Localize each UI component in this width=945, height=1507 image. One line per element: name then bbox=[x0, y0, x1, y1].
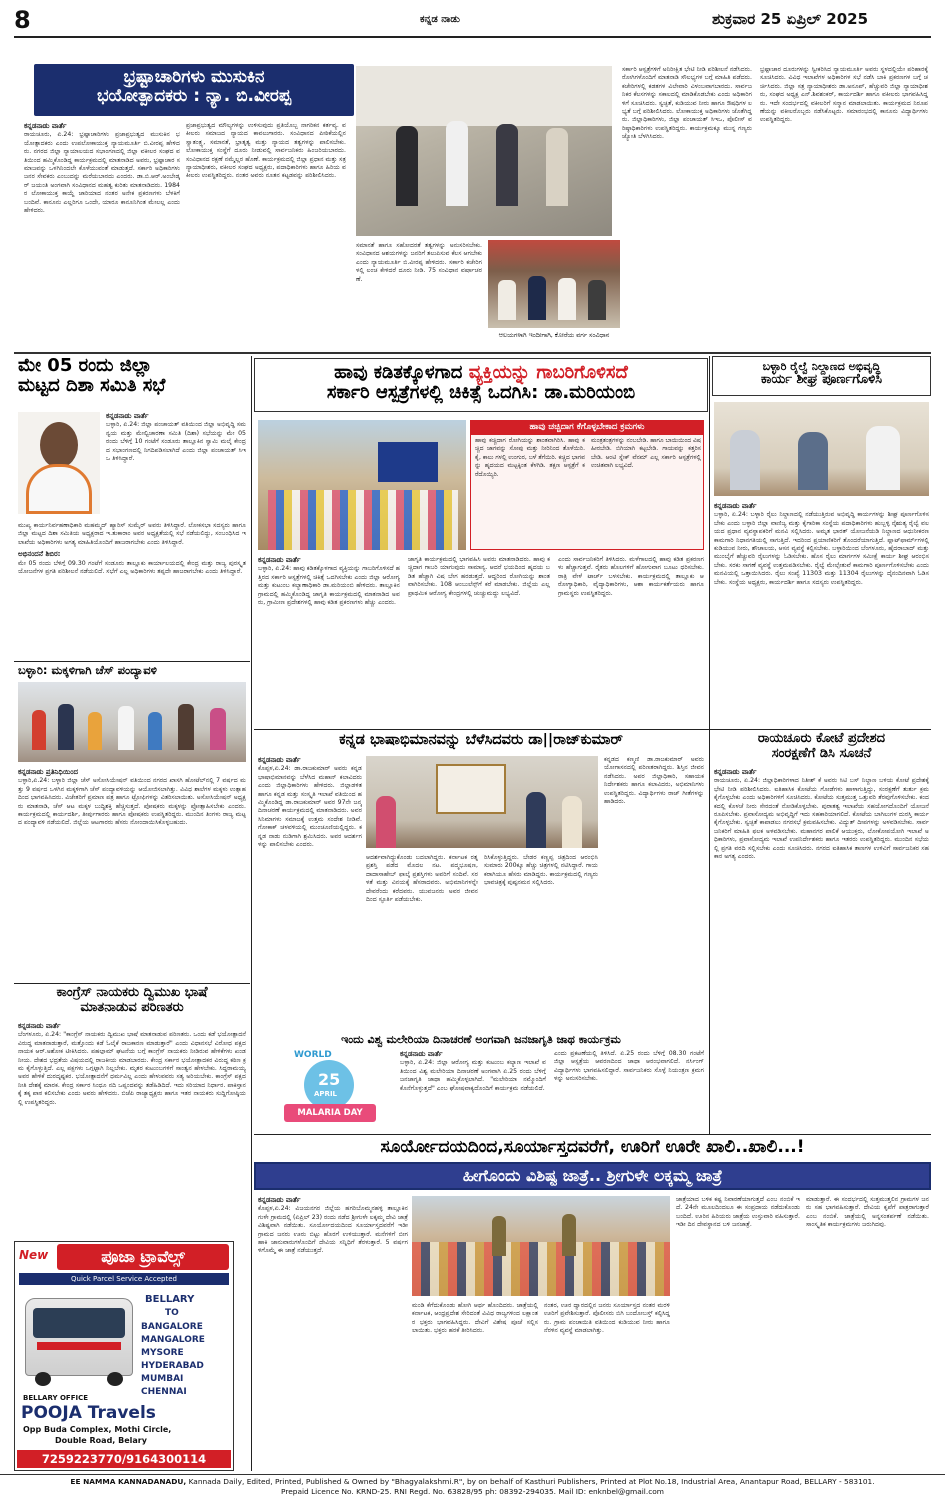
body-text: ಸಮಾನತೆ ಹಾಗೂ ಸಹೋದರತೆ ತತ್ವಗಳನ್ನು ಅನುಸರಿಸಬೇಕು. ಸಂವಿಧಾನದ ಆಶಯಗಳನ್ನು ಜನರಿಗೆ ತಲುಪಿಸುವ ಕೆಲಸ ಆಗಬೇಕು ಎಂದು ನ್ಯಾಯಮೂರ್ತಿ ಬಿ.ವೀರಪ್ಪ ಹೇಳಿದರು. ಸರ್ಕಾರಿ ಕಚೇರಿಗಳಲ್ಲಿ ಲಂಚ ಕೇಳಿದರೆ ದೂರು ನೀಡಿ. 75 ಸಂವಿಧಾನ ವರ್ಷಾಚರಣೆ. bbox=[356, 242, 482, 283]
badge-subtext: APRIL bbox=[314, 1090, 338, 1098]
headline-line1: ರಾಯಚೂರು ಕೋಟೆ ಪ್ರದೇಶದ bbox=[757, 731, 886, 746]
tips-col-1: ಹಾವು ಕಚ್ಚಿದಾಗ ರೋಗಿಯನ್ನು ಶಾಂತವಾಗಿರಿಸಿ. ಹಾವು ಕಚ್ಚಿದ ಜಾಗವನ್ನು ಸೋಪು ಮತ್ತು ನೀರಿನಿಂದ ತೊಳೆಯಿರಿ. ಕೈ, ಕಾಲು ಗಳಲ್ಲಿ ಉಂಗುರ, ಬಳೆ ತೆಗೆಯಿರಿ. ಕಚ್ಚಿದ ಭಾಗವನ್ನು ಹೃದಯದ ಮಟ್ಟಕ್ಕಿಂತ ಕೆಳಗಿಡಿ. ತಕ್ಷಣ ಆಸ್ಪತ್ರೆಗೆ ಕರೆದೊಯ್ಯಿರಿ. bbox=[475, 437, 585, 478]
headline: ಸೂರ್ಯೋದಯದಿಂದ,ಸೂರ್ಯಾಸ್ತದವರೆಗೆ, ಊರಿಗೆ ಊರೇ ಖಾಲಿ..ಖಾಲಿ...! bbox=[380, 1137, 805, 1157]
headline-highlight: ವ್ಯಕ್ತಿಯನ್ನು ಗಾಬರಿಗೊಳಿಸದೆ bbox=[468, 362, 628, 383]
ad-office: BELLARY OFFICE bbox=[23, 1394, 89, 1402]
body-col-2: ಎಂದು ಪ್ರಕಟಣೆಯಲ್ಲಿ ತಿಳಿಸಿದೆ. ಏ.25 ರಂದು ಬೆಳಿಗ್ಗೆ 08.30 ಗಂಟೆಗೆ ಜಿಲ್ಲಾ ಆಸ್ಪತ್ರೆಯ ಆವರಣದಿಂದ ಜಾಥಾ ಆರಂಭವಾಗಲಿದೆ. ನರ್ಸಿಂಗ್ ವಿದ್ಯಾರ್ಥಿಗಳು ಭಾಗವಹಿಸಲಿದ್ದಾರೆ. ಸಾರ್ವಜನಿಕರು ಸೊಳ್ಳೆ ನಿಯಂತ್ರಣ ಕ್ರಮಗಳನ್ನು ಅನುಸರಿಸಬೇಕು. bbox=[554, 1050, 704, 1083]
body-text-block bbox=[714, 768, 929, 1128]
body-text: ಬಳ್ಳಾರಿ, ಏ.24: ಜಿಲ್ಲಾ ಪಂಚಾಯತ್ ವತಿಯಿಂದ ಜಿಲ್ಲಾ ಅಭಿವೃದ್ಧಿ ಸಮನ್ವಯ ಮತ್ತು ಮೇಲ್ವಿಚಾರಣಾ ಸಮಿತಿ (ದಿಶಾ) ಸಭೆಯನ್ನು ಮೇ 05 ರಂದು ಬೆಳಿಗ್ಗೆ 10 ಗಂಟೆಗೆ ಸಂಡೂರು ತಾಲ್ಲೂಕಿನ ಸ್ವಾಮಿ ಮಲೈ ಕೇಂದ್ರದ ಸಭಾಂಗಣದಲ್ಲಿ ನಿಗದಿಪಡಿಸಲಾಗಿದೆ ಎಂದು ಜಿಲ್ಲಾ ಪಂಚಾಯತ್ ಸಿಇಒ ತಿಳಿಸಿದ್ದಾರೆ. bbox=[106, 421, 246, 463]
ad-city-4: HYDERABAD bbox=[141, 1361, 204, 1371]
headline-line1: ಬಳ್ಳಾರಿ ರೈಲ್ವೆ ನಿಲ್ದಾಣದ ಅಭಿವೃದ್ಧಿ bbox=[762, 360, 881, 373]
body-col-1 bbox=[258, 1196, 408, 1468]
imprint-line-1 bbox=[0, 1474, 945, 1487]
ad-to: TO bbox=[165, 1308, 179, 1318]
article-disha-meeting bbox=[14, 356, 250, 662]
headline-line1: ಮೇ 05 ರಂದು ಜಿಲ್ಲಾ bbox=[18, 355, 152, 376]
article-rajkumar bbox=[254, 732, 708, 1032]
body-col-4: ಕನ್ನಡದ ಕಣ್ಮಣಿ ಡಾ.ರಾಜಕುಮಾರ್ ಅವರು ಯೋಗಾಸನದಲ್ಲಿ ಪರಿಣತರಾಗಿದ್ದರು. ಶಿಸ್ತಿನ ಜೀವನ ನಡೆಸಿದರು. ಅಪರ ಜಿಲ್ಲಾಧಿಕಾರಿ, ಸಹಾಯಕ ನಿರ್ದೇಶಕರು ಹಾಗೂ ಕಲಾವಿದರು, ಅಭಿಮಾನಿಗಳು ಉಪಸ್ಥಿತರಿದ್ದರು. ವಿದ್ಯಾರ್ಥಿಗಳು ರಾಜ್ ಗೀತೆಗಳನ್ನು ಹಾಡಿದರು. bbox=[604, 756, 704, 806]
body-text: ಬಳ್ಳಾರಿ,ಏ.24: ಬಳ್ಳಾರಿ ಜಿಲ್ಲಾ ಚೆಸ್ ಅಸೋಸಿಯೇಷನ್ ವತಿಯಿಂದ ನಗರದ ಖಾಸಗಿ ಹೋಟೆಲ್‌ನಲ್ಲಿ 7 ವರ್ಷದ ಮತ್ತು 9 ವರ್ಷದ ಒಳಗಿನ ಮಕ್ಕಳಿಗಾಗಿ ಚೆಸ್ ಪಂದ್ಯಾವಳಿಯನ್ನು ಆಯೋಜಿಸಲಾಗಿತ್ತು. ವಿವಿಧ ಶಾಲೆಗಳ ಮಕ್ಕಳು ಉತ್ಸಾಹದಿಂದ ಭಾಗವಹಿಸಿದರು. ವಿಜೇತರಿಗೆ ಪ್ರಮಾಣ ಪತ್ರ ಹಾಗೂ ಟ್ರೋಫಿಗಳನ್ನು ವಿತರಿಸಲಾಯಿತು. ಅಸೋಸಿಯೇಷನ್ ಅಧ್ಯಕ್ಷರು ಮಾತನಾಡಿ, ಚೆಸ್ ಆಟ ಮಕ್ಕಳ ಬುದ್ಧಿಶಕ್ತಿ ಹೆಚ್ಚಿಸುತ್ತದೆ. ಪೋಷಕರು ಮಕ್ಕಳನ್ನು ಪ್ರೋತ್ಸಾಹಿಸಬೇಕು ಎಂದರು. ಕಾರ್ಯಕ್ರಮದಲ್ಲಿ ಕಾರ್ಯದರ್ಶಿ, ತೀರ್ಪುಗಾರರು ಹಾಗೂ ಪೋಷಕರು ಉಪಸ್ಥಿತರಿದ್ದರು. ಮುಂದಿನ ತಿಂಗಳು ರಾಜ್ಯ ಮಟ್ಟದ ಪಂದ್ಯಾವಳಿ ನಡೆಯಲಿದೆ. ಜಿಲ್ಲೆಯ ಆಟಗಾರರು ಹೆಸರು ನೋಂದಾಯಿಸಿಕೊಳ್ಳಬಹುದು. bbox=[18, 777, 246, 827]
article-raichur-fort bbox=[712, 732, 931, 1132]
row-rule bbox=[14, 661, 250, 662]
headline-line2: ಕಾರ್ಯ ಶೀಘ್ರ ಪೂರ್ಣಗೊಳಿಸಿ bbox=[760, 372, 883, 388]
ad-city-6: CHENNAI bbox=[141, 1387, 187, 1397]
body-col-side bbox=[106, 412, 246, 518]
body-text-block bbox=[18, 768, 246, 982]
imprint-line-2: Prepaid Licence No. KRND-25. RNI Regd. No. 63828/95 ph: 08392-294035. Mail ID: enknbel@gmail.com bbox=[281, 1487, 664, 1496]
body-col-5: ಮಾಡುತ್ತಾರೆ. ಈ ಸಂದರ್ಭದಲ್ಲಿ ಸುತ್ತಮುತ್ತಲಿನ ಗ್ರಾಮಗಳ ಜನರು ಸಹ ಭಾಗವಹಿಸುತ್ತಾರೆ. ದೇವಿಯ ಕೃಪೆಗೆ ಪಾತ್ರರಾಗುತ್ತಾರೆ ಎಂಬ ನಂಬಿಕೆ. ಜಾತ್ರೆಯಲ್ಲಿ ಅನ್ನಸಂತರ್ಪಣೆ ನಡೆಯಿತು. ಸಾಂಸ್ಕೃತಿಕ ಕಾರ್ಯಕ್ರಮಗಳು ಜರುಗಿದವು. bbox=[806, 1196, 929, 1229]
byline: ಕನ್ನಡನಾಡು ವಾರ್ತೆ bbox=[258, 556, 301, 564]
ad-phone: 7259223770/9164300114 bbox=[17, 1450, 231, 1468]
photo-awareness-camp bbox=[258, 420, 466, 550]
photo-mp-portrait bbox=[18, 412, 100, 514]
headline-line1 bbox=[255, 363, 707, 383]
body-text: ಬಳ್ಳಾರಿ, ಏ.24: ಜಿಲ್ಲಾ ಆರೋಗ್ಯ ಮತ್ತು ಕುಟುಂಬ ಕಲ್ಯಾಣ ಇಲಾಖೆ ವತಿಯಿಂದ ವಿಶ್ವ ಮಲೇರಿಯಾ ದಿನಾಚರಣೆ ಅಂಗವಾಗಿ ಏ.25 ರಂದು ಬೆಳಿಗ್ಗೆ ಜನಜಾಗೃತಿ ಜಾಥಾ ಹಮ್ಮಿಕೊಳ್ಳಲಾಗಿದೆ. "ಮಲೇರಿಯಾ ನಮ್ಮೊಂದಿಗೆ ಕೊನೆಗೊಳ್ಳುತ್ತದೆ" ಎಂಬ ಘೋಷವಾಕ್ಯದೊಂದಿಗೆ ಕಾರ್ಯಕ್ರಮ ನಡೆಯಲಿದೆ. bbox=[400, 1059, 546, 1092]
photo-inspection bbox=[356, 66, 612, 236]
badge-number: 25 bbox=[318, 1070, 341, 1089]
subhead-box bbox=[254, 1162, 931, 1190]
body-full bbox=[18, 522, 246, 658]
column-rule bbox=[251, 356, 252, 1471]
byline: ಕನ್ನಡನಾಡು ವಾರ್ತೆ bbox=[24, 122, 67, 130]
divider bbox=[14, 352, 931, 354]
masthead-rule bbox=[14, 36, 931, 38]
masthead bbox=[0, 0, 945, 38]
body-col-2: ಮಂಡಿ ಕೆಗೆದುಕೊಂಡು ಹೋಗಿ ಆರ್ಥ ಹೊಂದಿದರು. ಜಾತ್ರೆಯಲ್ಲಿ ಕರ್ನಾಟಕ, ಆಂಧ್ರಪ್ರದೇಶ ಸೇರಿದಂತೆ ವಿವಿಧ ರಾಜ್ಯಗಳಿಂದ ಲಕ್ಷಾಂತರ ಭಕ್ತರು ಭಾಗವಹಿಸಿದ್ದರು. ದೇವಿಗೆ ವಿಶೇಷ ಪೂಜೆ ಸಲ್ಲಿಸಲಾಯಿತು. ಭಕ್ತರು ಹರಕೆ ತೀರಿಸಿದರು. bbox=[412, 1302, 538, 1335]
body-col-2: ಜಾಗೃತಿ ಕಾರ್ಯಕ್ರಮದಲ್ಲಿ ಭಾಗವಹಿಸಿ ಅವರು ಮಾತನಾಡಿದರು. ಹಾವು ಕಚ್ಚಿದಾಗ ಗಾಬರಿ ಯಾಗುವುದು ಸಾಮಾನ್ಯ. ಆದರೆ ಭಯದಿಂದ ಹೃದಯ ಬಡಿತ ಹೆಚ್ಚಾಗಿ ವಿಷ ಬೇಗ ಹರಡುತ್ತದೆ. ಆದ್ದರಿಂದ ರೋಗಿಯನ್ನು ಶಾಂತವಾಗಿರಿಸಬೇಕು. 108 ಆಂಬುಲೆನ್ಸ್‌ಗೆ ಕರೆ ಮಾಡಬೇಕು. ಜಿಲ್ಲೆಯ ಎಲ್ಲ ಪ್ರಾಥಮಿಕ ಆರೋಗ್ಯ ಕೇಂದ್ರಗಳಲ್ಲಿ ಚುಚ್ಚುಮದ್ದು ಲಭ್ಯವಿದೆ. bbox=[408, 556, 550, 597]
ad-address-2: Double Road, Belary bbox=[55, 1436, 147, 1445]
photo-caption: ಆಲಯಗಳಾಗಿ ಇಂದೀಗಾಗಿ, ಕೋರೆಯ ವರ್ಗ ಸಂವಿಧಾನ bbox=[498, 331, 610, 339]
ad-tagline: Quick Parcel Service Accepted bbox=[19, 1273, 229, 1285]
tips-col-2: ಮಂತ್ರತಂತ್ರಗಳನ್ನು ನಂಬಬೇಡಿ. ಹಾಗೂ ಬಾಯಿಯಿಂದ ವಿಷ ಹೀರಬೇಡಿ. ಬಿಗಿಯಾಗಿ ಕಟ್ಟಬೇಡಿ. ಗಾಯವನ್ನು ಕತ್ತರಿಸಬೇಡಿ. ಆಂಟಿ ಸ್ನೇಕ್ ವೆನಮ್ ಎಲ್ಲ ಸರ್ಕಾರಿ ಆಸ್ಪತ್ರೆಗಳಲ್ಲಿ ಉಚಿತವಾಗಿ ಲಭ್ಯವಿದೆ. bbox=[591, 437, 701, 470]
body-col-1 bbox=[24, 122, 180, 344]
headline-line2: ಸಂರಕ್ಷಣೆಗೆ ಡಿಸಿ ಸೂಚನೆ bbox=[771, 745, 872, 761]
ad-brand-box bbox=[57, 1244, 229, 1270]
byline: ಕನ್ನಡನಾಡು ವಾರ್ತೆ bbox=[258, 756, 301, 764]
headline-part1: ಹಾವು ಕಡಿತಕ್ಕೊಳಗಾದ bbox=[334, 362, 469, 383]
body-col-3 bbox=[356, 242, 482, 346]
body-col-3: ಎಂದು ಸಾರ್ವಜನಿಕರಿಗೆ ತಿಳಿಸಿದರು. ಮಳೆಗಾಲದಲ್ಲಿ ಹಾವು ಕಡಿತ ಪ್ರಕರಣಗಳು ಹೆಚ್ಚಾಗುತ್ತವೆ. ರೈತರು ಹೊಲಗಳಿಗೆ ಹೋಗುವಾಗ ಬೂಟು ಧರಿಸಬೇಕು. ರಾತ್ರಿ ವೇಳೆ ಟಾರ್ಚ್ ಬಳಸಬೇಕು. ಕಾರ್ಯಕ್ರಮದಲ್ಲಿ ತಾಲ್ಲೂಕು ಆರೋಗ್ಯಾಧಿಕಾರಿ, ವೈದ್ಯಾಧಿಕಾರಿಗಳು, ಆಶಾ ಕಾರ್ಯಕರ್ತೆಯರು ಹಾಗೂ ಗ್ರಾಮಸ್ಥರು ಉಪಸ್ಥಿತರಿದ್ದರು. bbox=[558, 556, 704, 597]
body-text: ಬಳ್ಳಾರಿ, ಏ.24: ಹಾವು ಕಡಿತಕ್ಕೊಳಗಾದ ವ್ಯಕ್ತಿಯನ್ನು ಗಾಬರಿಗೊಳಿಸದೆ ಹತ್ತಿರದ ಸರ್ಕಾರಿ ಆಸ್ಪತ್ರೆಗಳಲ್ಲಿ ಚಿಕಿತ್ಸೆ ಒದಗಿಸಬೇಕು ಎಂದು ಜಿಲ್ಲಾ ಆರೋಗ್ಯ ಮತ್ತು ಕುಟುಂಬ ಕಲ್ಯಾಣಾಧಿಕಾರಿ ಡಾ.ಮರಿಯಂಬಿ ಹೇಳಿದರು. ತಾಲ್ಲೂಕಿನ ಗ್ರಾಮದಲ್ಲಿ ಹಮ್ಮಿಕೊಂಡಿದ್ದ ಜಾಗೃತಿ ಕಾರ್ಯಕ್ರಮದಲ್ಲಿ ಮಾತನಾಡಿದ ಅವರು, ಗ್ರಾಮೀಣ ಪ್ರದೇಶಗಳಲ್ಲಿ ಹಾವು ಕಡಿತ ಪ್ರಕರಣಗಳು ಹೆಚ್ಚು ಎಂದರು. bbox=[258, 565, 400, 607]
byline: ಕನ್ನಡನಾಡು ವಾರ್ತೆ bbox=[714, 502, 757, 510]
headline-line2: ಭಯೋತ್ಪಾದಕರು : ನ್ಯಾ. ಬಿ.ವೀರಪ್ಪ bbox=[96, 86, 292, 107]
subheading: ಅಭಿನಂದನೆ ಶಿಬಿರ: bbox=[18, 550, 61, 559]
page-number: 8 bbox=[14, 6, 31, 34]
body-col-1 bbox=[258, 556, 400, 726]
article-lakkamma-jatre bbox=[254, 1138, 931, 1472]
body-col-2 bbox=[186, 122, 346, 344]
body-col-3: ರಿಸಿಕೊಳ್ಳುತ್ತಿದ್ದರು. ಬೇಡರ ಕಣ್ಣಪ್ಪ ಚಿತ್ರದಿಂದ ಆರಂಭಿಸಿ ಸುಮಾರು 200ಕ್ಕೂ ಹೆಚ್ಚು ಚಿತ್ರಗಳಲ್ಲಿ ನಟಿಸಿದ್ದಾರೆ. ಗಾಯಕರಾಗಿಯೂ ಹೆಸರು ಮಾಡಿದ್ದರು. ಕಾರ್ಯಕ್ರಮದಲ್ಲಿ ಗಣ್ಯರು ಭಾವಚಿತ್ರಕ್ಕೆ ಪುಷ್ಪನಮನ ಸಲ್ಲಿಸಿದರು. bbox=[484, 854, 598, 887]
body-text: ಭ್ರಷ್ಟಾಚಾರ ದೂರುಗಳನ್ನು ಸ್ವೀಕರಿಸಿದ ನ್ಯಾಯಮೂರ್ತಿ ಅವರು ಸ್ಥಳದಲ್ಲಿಯೇ ಪರಿಹಾರಕ್ಕೆ ಸೂಚಿಸಿದರು. ವಿವಿಧ ಇಲಾಖೆಗಳ ಅಧಿಕಾರಿಗಳ ಸಭೆ ನಡೆಸಿ ಬಾಕಿ ಪ್ರಕರಣಗಳ ಬಗ್ಗೆ ಚರ್ಚಿಸಿದರು. ಜಿಲ್ಲಾ ಸತ್ರ ನ್ಯಾಯಾಧೀಶರು ಡಾ.ಅನೂಪ್, ಹೆಚ್ಚುವರಿ ಜಿಲ್ಲಾ ನ್ಯಾಯಾಧೀಶರು, ಸಂಘದ ಅಧ್ಯಕ್ಷ ಎನ್.ಶಿವಶಂಕರ್, ಕಾರ್ಯದರ್ಶಿ ಹಾಗೂ ವಕೀಲರು ಭಾಗವಹಿಸಿದ್ದರು. ಇದೇ ಸಂದರ್ಭದಲ್ಲಿ ವಕೀಲರಿಗೆ ಸನ್ಮಾನ ಮಾಡಲಾಯಿತು. ಕಾರ್ಯಕ್ರಮದ ನಿರೂಪಣೆಯನ್ನು ವಕೀಲರೊಬ್ಬರು ನಡೆಸಿಕೊಟ್ಟರು. ಸಮಾರಂಭದಲ್ಲಿ ಕಾನೂನು ವಿದ್ಯಾರ್ಥಿಗಳು ಉಪಸ್ಥಿತರಿದ್ದರು. bbox=[760, 66, 928, 124]
byline: ಕನ್ನಡನಾಡು ವಾರ್ತೆ bbox=[18, 1022, 61, 1030]
imprint-details: Kannada Daily, Edited, Printed, Published & Owned by "Bhagyalakshmi.R", by on behalf of Kasthuri Publishers, Printed at Plot No.18, Industrial Area, Anantapur Road, BELLARY - 583101. bbox=[186, 1477, 875, 1486]
body-col-2: ಆದರ್ಶವಾಗಿದ್ದುಕೊಂಡು ಬದಲಾಗಿದ್ದರು. ಕರ್ನಾಟಕ ರತ್ನ ಪ್ರಶಸ್ತಿ ಪಡೆದ ಮೊದಲ ನಟ. ಪದ್ಮಭೂಷಣ, ದಾದಾಸಾಹೇಬ್ ಫಾಲ್ಕೆ ಪ್ರಶಸ್ತಿಗಳು ಅವರಿಗೆ ಸಂದಿವೆ. ಸರಳತೆ ಮತ್ತು ವಿನಯಕ್ಕೆ ಹೆಸರಾದವರು. ಅಭಿಮಾನಿಗಳನ್ನೇ ದೇವರೆಂದು ಕರೆದವರು. ಯುವಜನರು ಅವರ ಜೀವನದಿಂದ ಸ್ಫೂರ್ತಿ ಪಡೆಯಬೇಕು. bbox=[366, 854, 478, 904]
body-col-4 bbox=[622, 66, 752, 346]
ad-city-2: MANGALORE bbox=[141, 1335, 205, 1345]
photo-chess-winners bbox=[18, 682, 246, 762]
article-veerappa bbox=[14, 44, 931, 350]
headline-line2: ಮಾತನಾಡುವ ಪರಿಣತರು bbox=[80, 999, 184, 1015]
article-malaria-day bbox=[254, 1034, 708, 1134]
headline: ಕನ್ನಡ ಭಾಷಾಭಿಮಾನವನ್ನು ಬೆಳೆಸಿದವರು ಡಾ||ರಾಜ್‌ಕುಮಾರ್ bbox=[339, 732, 623, 748]
row-rule bbox=[254, 729, 931, 730]
byline: ಕನ್ನಡನಾಡು ವಾರ್ತೆ bbox=[106, 412, 149, 420]
headline-line1: ಕಾಂಗ್ರೆಸ್ ನಾಯಕರು ದ್ವಿಮುಖ ಭಾಷೆ bbox=[56, 985, 208, 1000]
ad-new-tag: New bbox=[19, 1248, 49, 1262]
headline-line2: ಮಟ್ಟದ ದಿಶಾ ಸಮಿತಿ ಸಭೆ bbox=[18, 375, 166, 397]
headline-line2: ಸರ್ಕಾರಿ ಆಸ್ಪತ್ರೆಗಳಲ್ಲಿ ಚಿಕಿತ್ಸೆ ಒದಗಿಸಿ: ಡಾ.ಮರಿಯಂಬಿ bbox=[326, 382, 636, 404]
headline: ಬಳ್ಳಾರಿ: ಮಕ್ಕಳಿಗಾಗಿ ಚೆಸ್ ಪಂದ್ಯಾವಳಿ bbox=[18, 663, 157, 677]
byline: ಕನ್ನಡನಾಡು ಪ್ರತಿನಿಧಿಯಿಂದ bbox=[18, 768, 78, 776]
ad-name: POOJA Travels bbox=[21, 1403, 156, 1423]
body-col-5 bbox=[760, 66, 928, 346]
article-snakebite bbox=[254, 358, 708, 728]
body-col-1 bbox=[400, 1050, 546, 1132]
body-text: ಕೊಪ್ಪಳ,ಏ.24: ಡಾ.ರಾಜಕುಮಾರ್ ಅವರು ಕನ್ನಡ ಭಾಷಾಭಿಮಾನವನ್ನು ಬೆಳೆಸಿದ ಮಹಾನ್ ಕಲಾವಿದರು ಎಂದು ಜಿಲ್ಲಾಧಿಕಾರಿಗಳು ಹೇಳಿದರು. ಜಿಲ್ಲಾಡಳಿತ ಹಾಗೂ ಕನ್ನಡ ಮತ್ತು ಸಂಸ್ಕೃತಿ ಇಲಾಖೆ ವತಿಯಿಂದ ಹಮ್ಮಿಕೊಂಡಿದ್ದ ಡಾ.ರಾಜಕುಮಾರ್ ಅವರ 97ನೇ ಜನ್ಮದಿನಾಚರಣೆ ಕಾರ್ಯಕ್ರಮದಲ್ಲಿ ಮಾತನಾಡಿದರು. ಅವರ ಸಿನಿಮಾಗಳು ಸಮಾಜಕ್ಕೆ ಉತ್ತಮ ಸಂದೇಶ ನೀಡಿವೆ. ಗೋಕಾಕ್ ಚಳವಳಿಯಲ್ಲಿ ಮುಂಚೂಣಿಯಲ್ಲಿದ್ದರು. ಕನ್ನಡ ನಾಡು ನುಡಿಗಾಗಿ ಶ್ರಮಿಸಿದರು. ಅವರ ಆದರ್ಶಗಳನ್ನು ಪಾಲಿಸಬೇಕು ಎಂದರು. bbox=[258, 765, 362, 849]
photo-meeting bbox=[488, 240, 620, 328]
tips-box bbox=[470, 420, 704, 550]
imprint-footer bbox=[0, 1474, 945, 1507]
badge-top: WORLD bbox=[294, 1050, 332, 1060]
imprint-publication: EE NAMMA KANNADANADU, bbox=[70, 1477, 187, 1486]
ad-city-1: BANGALORE bbox=[141, 1322, 203, 1332]
headline-box bbox=[254, 358, 708, 412]
headline: ಇಂದು ವಿಶ್ವ ಮಲೇರಿಯಾ ದಿನಾಚರಣೆ ಅಂಗವಾಗಿ ಜನಜಾಗೃತಿ ಜಾಥ ಕಾರ್ಯಕ್ರಮ bbox=[341, 1033, 621, 1046]
byline: ಕನ್ನಡನಾಡು ವಾರ್ತೆ bbox=[400, 1050, 443, 1058]
malaria-badge bbox=[264, 1050, 394, 1130]
body-text: ಬಳ್ಳಾರಿ, ಏ.24: ಬಳ್ಳಾರಿ ರೈಲು ನಿಲ್ದಾಣದಲ್ಲಿ ನಡೆಯುತ್ತಿರುವ ಅಭಿವೃದ್ಧಿ ಕಾರ್ಯಗಳನ್ನು ಶೀಘ್ರ ಪೂರ್ಣಗೊಳಿಸಬೇಕು ಎಂದು ಬಳ್ಳಾರಿ ಜಿಲ್ಲಾ ವಾಣಿಜ್ಯ ಮತ್ತು ಕೈಗಾರಿಕಾ ಸಂಸ್ಥೆಯ ಪದಾಧಿಕಾರಿಗಳು ಹುಬ್ಬಳ್ಳಿ ನೈಋತ್ಯ ರೈಲ್ವೆ ವಲಯದ ಪ್ರಧಾನ ವ್ಯವಸ್ಥಾಪಕರಿಗೆ ಮನವಿ ಸಲ್ಲಿಸಿದರು. ಅಮೃತ ಭಾರತ್ ಯೋಜನೆಯಡಿ ನಿಲ್ದಾಣದ ಆಧುನೀಕರಣ ಕಾಮಗಾರಿ ನಿಧಾನಗತಿಯಲ್ಲಿ ಸಾಗುತ್ತಿದೆ. ಇದರಿಂದ ಪ್ರಯಾಣಿಕರಿಗೆ ತೊಂದರೆಯಾಗುತ್ತಿದೆ. ಪ್ಲಾಟ್‌ಫಾರ್ಮ್‌ಗಳಲ್ಲಿ ಕುಡಿಯುವ ನೀರು, ಶೌಚಾಲಯ, ಆಸನ ವ್ಯವಸ್ಥೆ ಕಲ್ಪಿಸಬೇಕು. ಬಳ್ಳಾರಿಯಿಂದ ಬೆಂಗಳೂರು, ಹೈದರಾಬಾದ್ ಮತ್ತು ಮುಂಬೈಗೆ ಹೆಚ್ಚುವರಿ ರೈಲುಗಳನ್ನು ಓಡಿಸಬೇಕು. ಹೊಸ ರೈಲು ಮಾರ್ಗಗಳ ಸಮೀಕ್ಷೆ ಕಾರ್ಯ ಶೀಘ್ರ ಆರಂಭಿಸಬೇಕು. ಸರಕು ಸಾಗಣೆ ವ್ಯವಸ್ಥೆ ಉತ್ತಮಪಡಿಸಬೇಕು. ರೈಲ್ವೆ ಮೇಲ್ಸೇತುವೆ ಕಾಮಗಾರಿ ಪೂರ್ಣಗೊಳಿಸಬೇಕು ಎಂದು ಮನವಿಯಲ್ಲಿ ಒತ್ತಾಯಿಸಿದರು. ರೈಲು ಸಂಖ್ಯೆ 11303 ಮತ್ತು 11304 ರೈಲುಗಳನ್ನು ದೈನಂದಿನವಾಗಿ ಓಡಿಸಬೇಕು. ಸಂಸ್ಥೆಯ ಅಧ್ಯಕ್ಷರು, ಕಾರ್ಯದರ್ಶಿ ಹಾಗೂ ಸದಸ್ಯರು ಉಪಸ್ಥಿತರಿದ್ದರು. bbox=[714, 511, 929, 586]
body-text: ಪ್ರಜಾಪ್ರಭುತ್ವದ ಮೌಲ್ಯಗಳನ್ನು ಉಳಿಸುವುದು ಪ್ರತಿಯೊಬ್ಬ ನಾಗರಿಕನ ಕರ್ತವ್ಯ. ವಕೀಲರು ಸಮಾಜದ ನ್ಯಾಯದ ಕಾವಲುಗಾರರು. ಸಂವಿಧಾನದ ಪೀಠಿಕೆಯಲ್ಲಿನ ಸ್ವಾತಂತ್ರ್ಯ, ಸಮಾನತೆ, ಭ್ರಾತೃತ್ವ ಮತ್ತು ನ್ಯಾಯದ ತತ್ವಗಳನ್ನು ಪಾಲಿಸಬೇಕು. ಲೋಕಾಯುಕ್ತ ಸಂಸ್ಥೆಗೆ ದೂರು ನೀಡುವಲ್ಲಿ ಸಾರ್ವಜನಿಕರು ಹಿಂಜರಿಯಬಾರದು. ಸಂವಿಧಾನದ ರಕ್ಷಣೆ ನಮ್ಮೆಲ್ಲರ ಹೊಣೆ. ಕಾರ್ಯಕ್ರಮದಲ್ಲಿ ಜಿಲ್ಲಾ ಪ್ರಧಾನ ಮತ್ತು ಸತ್ರ ನ್ಯಾಯಾಧೀಶರು, ವಕೀಲರ ಸಂಘದ ಅಧ್ಯಕ್ಷರು, ಪದಾಧಿಕಾರಿಗಳು ಹಾಗೂ ಹಿರಿಯ ವಕೀಲರು ಉಪಸ್ಥಿತರಿದ್ದರು. ನಂತರ ಅವರು ನೂತನ ಕಟ್ಟಡವನ್ನು ಪರಿಶೀಲಿಸಿದರು. bbox=[186, 122, 346, 180]
body-text: ಮುಖ್ಯ ಕಾರ್ಯನಿರ್ವಹಣಾಧಿಕಾರಿ ಮಹಮ್ಮದ್ ಹ್ಯಾರಿಸ್ ಸುಮೈರ್ ಅವರು ತಿಳಿಸಿದ್ದಾರೆ. ಲೋಕಸಭಾ ಸದಸ್ಯರು ಹಾಗೂ ಜಿಲ್ಲಾ ಮಟ್ಟದ ದಿಶಾ ಸಮಿತಿಯ ಅಧ್ಯಕ್ಷರಾದ ಇ.ತುಕಾರಾಂ ಅವರ ಅಧ್ಯಕ್ಷತೆಯಲ್ಲಿ ಸಭೆ ನಡೆಯಲಿದ್ದು, ಸಂಬಂಧಿಸಿದ ಇಲಾಖೆಯ ಅಧಿಕಾರಿಗಳು ಅಗತ್ಯ ಮಾಹಿತಿಯೊಂದಿಗೆ ಹಾಜರಾಗಬೇಕು ಎಂದು ತಿಳಿಸಿದ್ದಾರೆ. bbox=[18, 522, 246, 546]
newspaper-title: ಕನ್ನಡ ನಾಡು bbox=[420, 14, 460, 25]
advertisement-pooja-travels bbox=[14, 1241, 234, 1471]
badge-banner bbox=[284, 1104, 376, 1122]
body-text: ಮೇ 05 ರಂದು ಬೆಳಿಗ್ಗೆ 09.30 ಗಂಟೆಗೆ ಸಂಡೂರು ತಾಲ್ಲೂಕು ಕಾರ್ಯಾಲಯದಲ್ಲಿ ಕೇಂದ್ರ ಮತ್ತು ರಾಜ್ಯ ಪುರಸ್ಕೃತ ಯೋಜನೆಗಳ ಪ್ರಗತಿ ಪರಿಶೀಲನೆ ನಡೆಯಲಿದೆ. ಸಭೆಗೆ ಎಲ್ಲ ಅಧಿಕಾರಿಗಳು ತಪ್ಪದೇ ಹಾಜರಾಗಬೇಕು ಎಂದು ತಿಳಿಸಿದ್ದಾರೆ. bbox=[18, 559, 246, 576]
photo-rajkumar-tribute bbox=[366, 756, 598, 848]
row-rule bbox=[14, 983, 250, 984]
photo-memorandum bbox=[714, 402, 929, 496]
ad-city-3: MYSORE bbox=[141, 1348, 184, 1358]
headline-box bbox=[34, 64, 354, 116]
row-rule bbox=[254, 1134, 931, 1135]
article-railway bbox=[712, 356, 931, 728]
ad-brand: ಪೂಜಾ ಟ್ರಾವೆಲ್ಸ್ bbox=[101, 1247, 185, 1266]
body-col-3: ನಂತರ, ಊರ ದ್ವಾರದಲ್ಲಿನ ಜನರು ಸೂರ್ಯಾಸ್ತದ ನಂತರ ಮರಳಿ ಊರಿಗೆ ಪ್ರವೇಶಿಸುತ್ತಾರೆ. ಪೊಲೀಸರು ಬಿಗಿ ಬಂದೋಬಸ್ತ್ ಕಲ್ಪಿಸಿದ್ದರು. ಗ್ರಾಮ ಪಂಚಾಯಿತಿ ವತಿಯಿಂದ ಕುಡಿಯುವ ನೀರು ಹಾಗೂ ನೆರಳಿನ ವ್ಯವಸ್ಥೆ ಮಾಡಲಾಗಿತ್ತು. bbox=[544, 1302, 670, 1335]
body-col-4: ಜಾತ್ರೆಯಾದ ಬಳಿಕ ಕಷ್ಟ ನಿವಾರಣೆಯಾಗುತ್ತದೆ ಎಂಬ ನಂಬಿಕೆ ಇದೆ. 24ನೇ ಮೂಲದಿಂದಲೂ ಈ ಸಂಪ್ರದಾಯ ನಡೆದುಕೊಂಡು ಬಂದಿದೆ. ಊರಿನ ಹಿರಿಯರು ಜಾತ್ರೆಯ ಉಸ್ತುವಾರಿ ವಹಿಸುತ್ತಾರೆ. ಇಡೀ ದಿನ ದೇವಸ್ಥಾನದ ಬಳಿ ಜನಜಾತ್ರೆ. bbox=[676, 1196, 800, 1229]
issue-date: ಶುಕ್ರವಾರ 25 ಏಪ್ರಿಲ್ 2025 bbox=[712, 10, 869, 28]
body-text: ಸರ್ಕಾರಿ ಆಸ್ಪತ್ರೆಗಳಿಗೆ ಅನಿರೀಕ್ಷಿತ ಭೇಟಿ ನೀಡಿ ಪರಿಶೀಲನೆ ನಡೆಸಿದರು. ರೋಗಿಗಳೊಂದಿಗೆ ಮಾತನಾಡಿ ಸೌಲಭ್ಯಗಳ ಬಗ್ಗೆ ಮಾಹಿತಿ ಪಡೆದರು. ಕಚೇರಿಗಳಲ್ಲಿ ಕಡತಗಳ ವಿಲೇವಾರಿ ವಿಳಂಬವಾಗಬಾರದು. ಸಾರ್ವಜನಿಕರ ಕೆಲಸಗಳನ್ನು ಸಕಾಲದಲ್ಲಿ ಮಾಡಿಕೊಡಬೇಕು ಎಂದು ಅಧಿಕಾರಿಗಳಿಗೆ ಸೂಚಿಸಿದರು. ಸ್ವಚ್ಛತೆ, ಕುಡಿಯುವ ನೀರು ಹಾಗೂ ಔಷಧಿಗಳ ಲಭ್ಯತೆ ಬಗ್ಗೆ ಪರಿಶೀಲಿಸಿದರು. ಲೋಕಾಯುಕ್ತ ಅಧಿಕಾರಿಗಳು ಜೊತೆಗಿದ್ದರು. ಜಿಲ್ಲಾಧಿಕಾರಿಗಳು, ಜಿಲ್ಲಾ ಪಂಚಾಯತ್ ಸಿಇಒ, ಪೊಲೀಸ್ ವರಿಷ್ಠಾಧಿಕಾರಿಗಳು ಉಪಸ್ಥಿತರಿದ್ದರು. ಕಾರ್ಯಕ್ರಮಕ್ಕೂ ಮುನ್ನ ಗಣ್ಯರು ಜ್ಯೋತಿ ಬೆಳಗಿಸಿದರು. bbox=[622, 66, 752, 141]
ad-from: BELLARY bbox=[145, 1294, 195, 1305]
headline-box bbox=[712, 356, 931, 396]
article-chess bbox=[14, 664, 250, 984]
body-text-block bbox=[18, 1022, 246, 1236]
body-text: ರಾಯಚೂರು, ಏ.24: ಜಿಲ್ಲಾಧಿಕಾರಿಗಳಾದ ನಿತೀಶ್ ಕೆ ಅವರು ಸಿಟಿ ಬಸ್ ನಿಲ್ದಾಣ ಬಳಿಯ ಕೋಟೆ ಪ್ರದೇಶಕ್ಕೆ ಭೇಟಿ ನೀಡಿ ಪರಿಶೀಲಿಸಿದರು. ಐತಿಹಾಸಿಕ ಕೋಟೆಯ ಗೋಡೆಗಳು ಹಾಳಾಗುತ್ತಿದ್ದು, ಸಂರಕ್ಷಣೆಗೆ ತುರ್ತು ಕ್ರಮ ಕೈಗೊಳ್ಳಬೇಕು ಎಂದು ಅಧಿಕಾರಿಗಳಿಗೆ ಸೂಚಿಸಿದರು. ಕೋಟೆಯ ಸುತ್ತಮುತ್ತ ಒತ್ತುವರಿ ತೆರವುಗೊಳಿಸಬೇಕು. ಕಂದಕದಲ್ಲಿ ಕೊಳಚೆ ನೀರು ಸೇರದಂತೆ ನೋಡಿಕೊಳ್ಳಬೇಕು. ಪುರಾತತ್ವ ಇಲಾಖೆಯ ಸಹಯೋಗದೊಂದಿಗೆ ಯೋಜನೆ ರೂಪಿಸಬೇಕು. ಪ್ರವಾಸೋದ್ಯಮ ಅಭಿವೃದ್ಧಿಗೆ ಇದು ಸಹಕಾರಿಯಾಗಲಿದೆ. ಕೋಟೆಯ ಬಾಗಿಲುಗಳ ದುರಸ್ತಿ ಕಾರ್ಯ ಕೈಗೊಳ್ಳಬೇಕು. ಸ್ವಚ್ಛತೆ ಕಾಪಾಡಲು ನಗರಸಭೆ ಕ್ರಮವಹಿಸಬೇಕು. ವಿದ್ಯುತ್ ದೀಪಗಳನ್ನು ಅಳವಡಿಸಬೇಕು. ಸಾರ್ವಜನಿಕರಿಗೆ ಮಾಹಿತಿ ಫಲಕ ಅಳವಡಿಸಬೇಕು. ಮಹಾನಗರ ಪಾಲಿಕೆ ಆಯುಕ್ತರು, ಲೋಕೋಪಯೋಗಿ ಇಲಾಖೆ ಅಧಿಕಾರಿಗಳು, ಪ್ರವಾಸೋದ್ಯಮ ಇಲಾಖೆ ಉಪನಿರ್ದೇಶಕರು ಹಾಗೂ ಇತರರು ಉಪಸ್ಥಿತರಿದ್ದರು. ಮುಂದಿನ ಸಭೆಯಲ್ಲಿ ಪ್ರಗತಿ ವರದಿ ಸಲ್ಲಿಸಬೇಕು ಎಂದು ಸೂಚಿಸಿದರು. ನಗರದ ಐತಿಹಾಸಿಕ ತಾಣಗಳ ಉಳಿವಿಗೆ ಸಾರ್ವಜನಿಕರ ಸಹಕಾರ ಅಗತ್ಯ ಎಂದರು. bbox=[714, 777, 929, 861]
byline: ಕನ್ನಡನಾಡು ವಾರ್ತೆ bbox=[714, 768, 757, 776]
byline: ಕನ್ನಡನಾಡು ವಾರ್ತೆ bbox=[258, 1196, 301, 1204]
headline-line1: ಭ್ರಷ್ಟಾಚಾರಿಗಳು ಮುಸುಕಿನ bbox=[123, 67, 265, 87]
body-text: ಬೆಂಗಳೂರು, ಏ.24: "ಕಾಂಗ್ರೆಸ್ ನಾಯಕರು ದ್ವಿಮುಖ ಭಾಷೆ ಮಾತನಾಡುವ ಪರಿಣತರು. ಒಂದು ಕಡೆ ಭಯೋತ್ಪಾದನೆ ವಿರುದ್ಧ ಮಾತನಾಡುತ್ತಾರೆ, ಮತ್ತೊಂದು ಕಡೆ ಓಲೈಕೆ ರಾಜಕಾರಣ ಮಾಡುತ್ತಾರೆ" ಎಂದು ವಿಧಾನಸಭೆ ವಿರೋಧ ಪಕ್ಷದ ನಾಯಕ ಆರ್.ಅಶೋಕ ಟೀಕಿಸಿದರು. ಪಹಲ್ಗಾಮ್ ಘಟನೆಯ ಬಗ್ಗೆ ಕಾಂಗ್ರೆಸ್ ನಾಯಕರು ನೀಡಿರುವ ಹೇಳಿಕೆಗಳು ಖಂಡನೀಯ. ದೇಶದ ಭದ್ರತೆಯ ವಿಷಯದಲ್ಲಿ ರಾಜಕೀಯ ಮಾಡಬಾರದು. ಕೇಂದ್ರ ಸರ್ಕಾರ ಭಯೋತ್ಪಾದಕರ ವಿರುದ್ಧ ಕಠಿಣ ಕ್ರಮ ಕೈಗೊಳ್ಳುತ್ತಿದೆ. ಎಲ್ಲ ಪಕ್ಷಗಳು ಒಗ್ಗಟ್ಟಾಗಿ ನಿಲ್ಲಬೇಕು. ಮೃತರ ಕುಟುಂಬಗಳಿಗೆ ಸಾಂತ್ವನ ಹೇಳಬೇಕು. ಸಿದ್ದರಾಮಯ್ಯ ಅವರ ಹೇಳಿಕೆ ದುರದೃಷ್ಟಕರ. ಭಯೋತ್ಪಾದನೆಗೆ ಧರ್ಮವಿಲ್ಲ ಎಂದು ಹೇಳುವವರು ಸತ್ಯ ಅರಿಯಬೇಕು. ಕಾಂಗ್ರೆಸ್ ಪಕ್ಷದ ನೀತಿ ದೇಶಕ್ಕೆ ಮಾರಕ. ಕೇಂದ್ರ ಸರ್ಕಾರ ಸಿಂಧೂ ನದಿ ಒಪ್ಪಂದವನ್ನು ತಡೆಹಿಡಿದಿದೆ. ಇದು ಸರಿಯಾದ ನಿರ್ಧಾರ. ಪಾಕಿಸ್ತಾನಕ್ಕೆ ತಕ್ಕ ಪಾಠ ಕಲಿಸಬೇಕು ಎಂದು ಅವರು ಹೇಳಿದರು. ಬಿಜೆಪಿ ರಾಜ್ಯಾಧ್ಯಕ್ಷರು ಹಾಗೂ ಇತರ ನಾಯಕರು ಸುದ್ದಿಗೋಷ್ಠಿಯಲ್ಲಿ ಉಪಸ್ಥಿತರಿದ್ದರು. bbox=[18, 1031, 246, 1106]
body-text: ಕೊಪ್ಪಳ,ಏ.24: ವಿಜಯನಗರ ಜಿಲ್ಲೆಯ ಹಗರಿಬೊಮ್ಮನಹಳ್ಳಿ ತಾಲ್ಲೂಕಿನ ಗುಳೇ ಗ್ರಾಮದಲ್ಲಿ (ಏಪ್ರಿಲ್ 23) ರಂದು ನಡೆದ ಶ್ರೀಗುಳೇ ಲಕ್ಕಮ್ಮ ದೇವಿ ಜಾತ್ರೆ ವಿಶಿಷ್ಟವಾಗಿ ನಡೆಯಿತು. ಸೂರ್ಯೋದಯದಿಂದ ಸೂರ್ಯಾಸ್ತದವರೆಗೆ ಇಡೀ ಗ್ರಾಮದ ಜನರು ಊರು ಬಿಟ್ಟು ಹೊರಗೆ ಉಳಿಯುತ್ತಾರೆ. ಮನೆಗಳಿಗೆ ಬೀಗ ಹಾಕಿ ಜಾನುವಾರುಗಳೊಂದಿಗೆ ದೇವಿಯ ಸನ್ನಿಧಿಗೆ ತೆರಳುತ್ತಾರೆ. 5 ವರ್ಷಗಳಿಗೊಮ್ಮೆ ಈ ಜಾತ್ರೆ ನಡೆಯುತ್ತದೆ. bbox=[258, 1205, 408, 1255]
ad-city-5: MUMBAI bbox=[141, 1374, 184, 1384]
article-congress bbox=[14, 986, 250, 1238]
ad-address-1: Opp Buda Complex, Mothi Circle, bbox=[23, 1425, 172, 1434]
body-text: ರಾಯಚೂರು, ಏ.24: ಭ್ರಷ್ಟಾಚಾರಿಗಳು ಪ್ರಜಾಪ್ರಭುತ್ವದ ಮುಸುಕಿನ ಭಯೋತ್ಪಾದಕರು ಎಂದು ಉಪಲೋಕಾಯುಕ್ತ ನ್ಯಾಯಮೂರ್ತಿ ಬಿ.ವೀರಪ್ಪ ಹೇಳಿದರು. ನಗರದ ಜಿಲ್ಲಾ ನ್ಯಾಯಾಲಯದ ಸಭಾಂಗಣದಲ್ಲಿ ಜಿಲ್ಲಾ ವಕೀಲರ ಸಂಘದ ವತಿಯಿಂದ ಹಮ್ಮಿಕೊಂಡಿದ್ದ ಕಾರ್ಯಕ್ರಮದಲ್ಲಿ ಮಾತನಾಡಿದ ಅವರು, ಭ್ರಷ್ಟಾಚಾರ ಸಮಾಜವನ್ನು ಒಳಗಿನಿಂದಲೇ ಕೊಳೆಯುವಂತೆ ಮಾಡುತ್ತದೆ. ಸರ್ಕಾರಿ ಅಧಿಕಾರಿಗಳು ಜನರ ಸೇವಕರು ಎಂಬುದನ್ನು ಮರೆಯಬಾರದು ಎಂದರು. ಡಾ.ಬಿ.ಆರ್.ಅಂಬೇಡ್ಕರ್ ಜಯಂತಿ ಅಂಗವಾಗಿ ಸಂವಿಧಾನದ ಮಹತ್ವ ಕುರಿತು ಮಾತನಾಡಿದರು. 1984ರ ಲೋಕಾಯುಕ್ತ ಕಾಯ್ದೆ ಜಾರಿಯಾದ ನಂತರ ಅನೇಕ ಪ್ರಕರಣಗಳು ಬೆಳಕಿಗೆ ಬಂದಿವೆ. ಕಾನೂನು ಎಲ್ಲರಿಗೂ ಒಂದೇ, ಯಾರೂ ಕಾನೂನಿಗಿಂತ ಮೇಲಲ್ಲ ಎಂದು ಹೇಳಿದರು. bbox=[24, 131, 180, 215]
column-rule bbox=[709, 356, 710, 1134]
body-text-block bbox=[714, 502, 929, 726]
subhead: ಹೀಗೊಂದು ವಿಶಿಷ್ಟ ಜಾತ್ರೆ.. ಶ್ರೀಗುಳೇ ಲಕ್ಕಮ್ಮ ಜಾತ್ರೆ bbox=[462, 1166, 723, 1185]
badge-main: MALARIA DAY bbox=[297, 1108, 363, 1118]
photo-jatre-crowd bbox=[412, 1196, 670, 1296]
body-col-1 bbox=[258, 756, 362, 1026]
ad-bus bbox=[19, 1290, 137, 1390]
tips-title: ಹಾವು ಚಚ್ಚಿದಾಗ ಕೆಗೊಳ್ಳಬೇಕಾದ ಕ್ರಮಗಳು bbox=[471, 421, 703, 435]
